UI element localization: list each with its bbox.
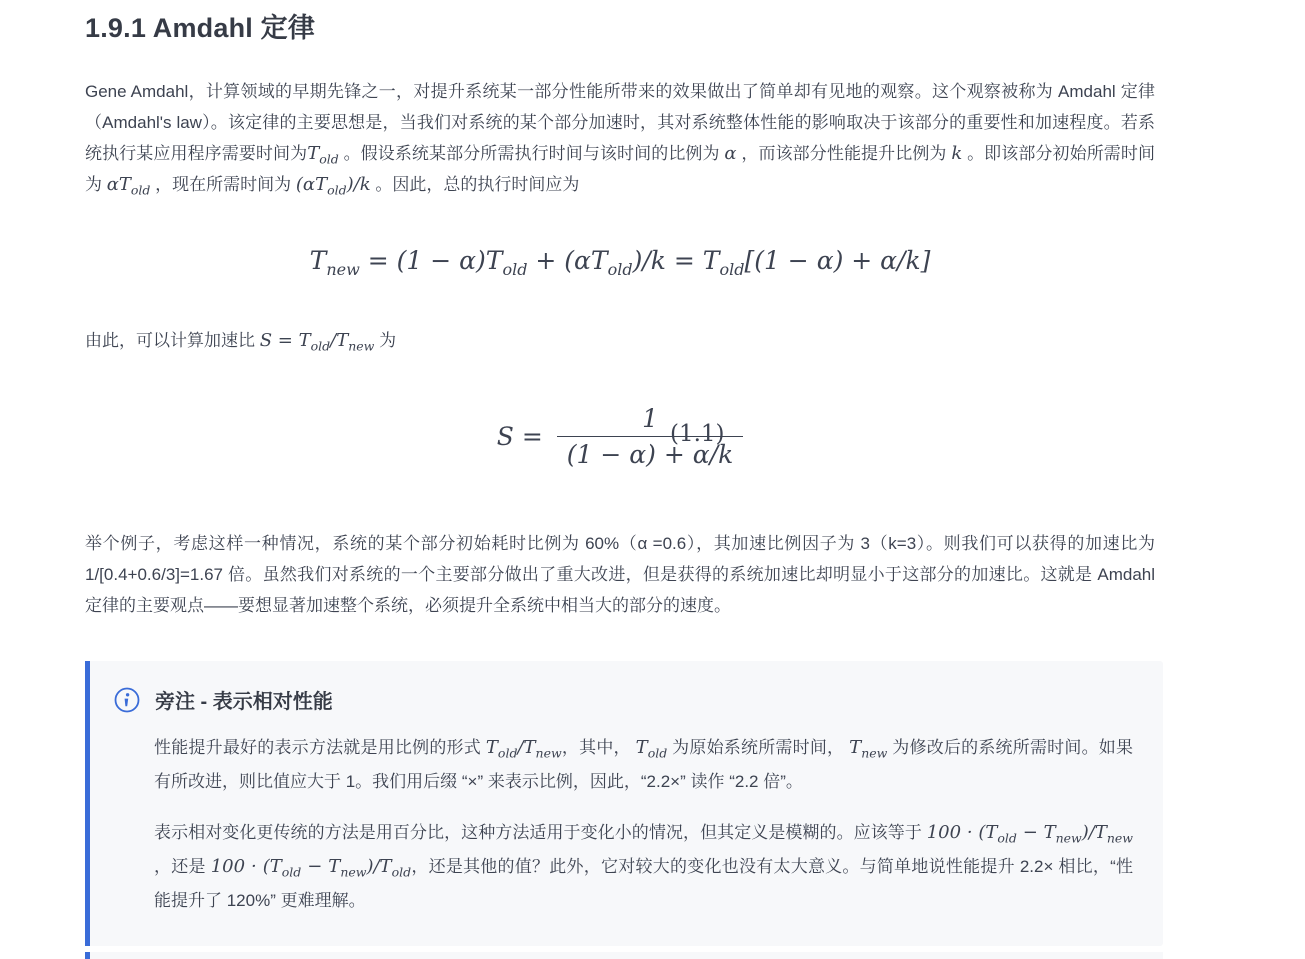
aside-paragraph-percentage: 表示相对变化更传统的方法是用百分比，这种方法适用于变化小的情况，但其定义是模糊的。应该等于 $100 \cdot (T_{old} - T_{new})/T_{new}$ ，还是 $100 \cdot (T_{old} - T_{new})/T_{old}$，还是其他的值？此外，它对较大的变化也没有太大意义。与简单地说性能提升 2.2× 相比，“性能提升了 120%” 更难理解。 <box>154 822 1133 910</box>
aside-title: 旁注 - 表示相对性能 <box>155 691 333 713</box>
paragraph-example: 举个例子，考虑这样一种情况，系统的某个部分初始耗时比例为 60%（α =0.6），其加速比例因子为 3（k=3）。则我们可以获得的加速比为 1/[0.4+0.6/3]=1.67 倍。虽然我们对系统的一个主要部分做出了重大改进，但是获得的系统加速比却明显小于这部分的加速比。这就是 Amdahl 定律的主要观点——要想显著加速整个系统，必须提升全系统中相当大的部分的速度。 <box>85 534 1155 615</box>
inline-math: $T_{old}$ <box>307 143 339 167</box>
next-aside-box-partial <box>85 952 1163 959</box>
inline-math: $S = T_{old}/T_{new}$ <box>259 330 375 354</box>
inline-math: $\alpha T_{old}$ <box>106 174 151 198</box>
equation-number: (1.1) <box>670 421 725 447</box>
inline-math: α <box>724 143 737 164</box>
equation-lhs: S = <box>496 421 543 451</box>
inline-math: $100 \cdot (T_{old} - T_{new})/T_{old}$ <box>210 856 412 880</box>
inline-math: k <box>951 143 963 164</box>
equation-speedup <box>85 394 1155 478</box>
aside-body <box>154 731 1133 918</box>
aside-paragraph-ratio: 性能提升最好的表示方法就是用比例的形式 $T_{old}/T_{new}$，其中， $T_{old}$ 为原始系统所需时间， $T_{new}$ 为修改后的系统所需时间。如果有所改进，则比值应大于 1。我们用后缀 “×” 来表示比例，因此，“2.2×” 读作 “2.2 倍”。 <box>154 737 1133 791</box>
inline-math: $(\alpha T_{old})/k$ <box>295 174 371 198</box>
page-title: 1.9.1 Amdahl 定律 <box>85 13 316 43</box>
aside-box <box>85 661 1163 946</box>
fraction-numerator: 1 <box>642 403 658 433</box>
inline-math: $T_{old}$ <box>635 737 668 761</box>
fraction-denominator: (1 − α) + α/k <box>557 436 743 469</box>
display-math: $T_{new} = (1 - \alpha)T_{old} + (\alpha T_{old})/k = T_{old}[(1 - \alpha) + \alpha/k]$ <box>309 246 931 279</box>
paragraph-speedup-lead: 由此，可以计算加速比 $S = T_{old}/T_{new}$ 为 <box>85 330 397 354</box>
info-icon <box>114 687 140 713</box>
paragraph-intro: Gene Amdahl，计算领域的早期先锋之一，对提升系统某一部分性能所带来的效果做出了简单却有见地的观察。这个观察被称为 Amdahl 定律（Amdahl's law）。该定律的主要思想是，当我们对系统的某个部分加速时，其对系统整体性能的影响取决于该部分的重要性和加速程度。若系统执行某应用程序需要时间为$T_{old}$ 。假设系统某部分所需执行时间与该时间的比例为 α ，而该部分性能提升比例为 k 。即该部分初始所需时间为 $\alpha T_{old}$ ，现在所需时间为 $(\alpha T_{old})/k$ 。因此，总的执行时间应为 <box>85 82 1155 198</box>
aside-header <box>114 685 1133 714</box>
inline-math: $T_{old}/T_{new}$ <box>485 737 562 761</box>
inline-math: $100 \cdot (T_{old} - T_{new})/T_{new}$ <box>926 822 1133 846</box>
inline-math: $T_{new}$ <box>849 737 888 761</box>
equation-tnew <box>85 246 1155 279</box>
